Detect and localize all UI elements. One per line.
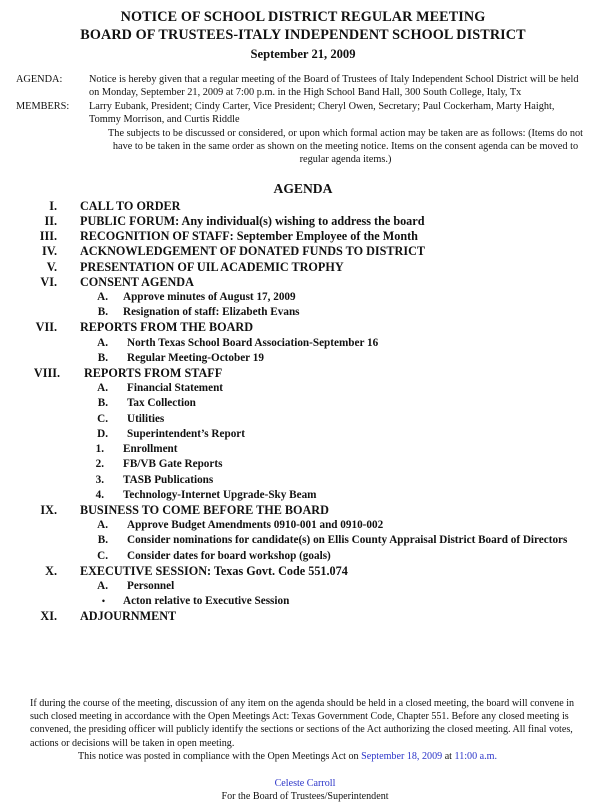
agenda-label-text: BUSINESS TO COME BEFORE THE BOARD (80, 502, 329, 517)
notice-row-agenda (0, 73, 606, 100)
closed-meeting-disclaimer: If during the course of the meeting, discussion of any item on the agenda should be held in a closed meeting, the board will convene in such closed meeting in accordance with the Open Meetings Act: Texas Government Code, Chapter 551. Before any closed meeting is convened, the presiding officer will publicly identify the sections or sections of the Act authorizing the closed meeting. All final votes, actions or decisions will be taken in open meeting. (30, 698, 575, 749)
document-masthead (0, 0, 606, 63)
agenda-item-ix-c (0, 549, 606, 564)
agenda-label-text: Personnel (127, 579, 175, 592)
agenda-label-text: RECOGNITION OF STAFF: September Employee of the Month (80, 229, 418, 244)
notice-row-members (0, 100, 606, 127)
agenda-notice-text: Notice is hereby given that a regular meeting of the Board of Trustees of Italy Independent School District will be held on Monday, September 21, 2009 at 7:00 p.m. in the High School Band Hall, 300 South College, Italy, Tx (89, 74, 579, 99)
agenda-label-text: TASB Publications (123, 473, 214, 486)
agenda-item-iii (0, 229, 606, 244)
signature-role: For the Board of Trustees/Superintendent (221, 791, 389, 803)
agenda-marker: XI. (40, 609, 57, 624)
agenda-marker: A. (97, 579, 108, 592)
agenda-label-text: Financial Statement (127, 382, 224, 395)
agenda-marker: A. (97, 382, 108, 395)
agenda-marker: I. (49, 198, 57, 213)
agenda-marker: III. (39, 229, 57, 244)
agenda-label-text: Approve minutes of August 17, 2009 (123, 291, 296, 304)
agenda-item-viii-d-4 (0, 488, 606, 503)
agenda-marker: D. (97, 427, 108, 440)
masthead-line-1: NOTICE OF SCHOOL DISTRICT REGULAR MEETING (120, 9, 486, 25)
posting-prefix: This notice was posted in compliance with the Open Meetings Act on (78, 750, 362, 762)
agenda-marker: B. (97, 351, 108, 364)
agenda-marker: II. (44, 214, 57, 229)
agenda-item-vii-a (0, 336, 606, 351)
agenda-marker: B. (97, 306, 108, 319)
agenda-marker: X. (45, 563, 57, 578)
agenda-label-text: Regular Meeting-October 19 (127, 351, 264, 364)
bullet-icon: • (101, 596, 105, 607)
agenda-marker: V. (46, 259, 57, 274)
agenda-item-ix (0, 503, 606, 518)
agenda-marker: A. (97, 291, 108, 304)
agenda-label-text: Consider dates for board workshop (goals) (127, 549, 331, 562)
posting-date: September 18, 2009 (361, 750, 443, 762)
agenda-item-vi (0, 275, 606, 290)
agenda-label-text: North Texas School Board Association-September 16 (127, 336, 379, 349)
agenda-item-x-bullet (0, 594, 606, 609)
agenda-marker: VII. (35, 320, 57, 335)
agenda-label-text: CONSENT AGENDA (80, 274, 194, 289)
agenda-marker: 4. (95, 488, 104, 501)
agenda-label-text: FB/VB Gate Reports (123, 458, 223, 471)
agenda-item-viii-d-3 (0, 473, 606, 488)
agenda-item-viii-a (0, 381, 606, 396)
agenda-item-iv (0, 244, 606, 259)
agenda-item-ii (0, 214, 606, 229)
agenda-label-text: PRESENTATION OF UIL ACADEMIC TROPHY (80, 259, 344, 274)
agenda-item-vii-b (0, 351, 606, 366)
agenda-item-ix-a (0, 518, 606, 533)
signature-block (30, 777, 580, 803)
agenda-item-viii-d (0, 427, 606, 442)
agenda-label: AGENDA: (16, 74, 63, 85)
signature-name: Celeste Carroll (274, 778, 336, 790)
agenda-marker: A. (97, 336, 108, 349)
agenda-item-ix-b (0, 533, 606, 548)
agenda-item-vi-b (0, 305, 606, 320)
agenda-marker: 1. (95, 443, 104, 456)
agenda-item-viii-d-1 (0, 442, 606, 457)
agenda-item-v (0, 260, 606, 275)
agenda-label-text: Superintendent’s Report (127, 427, 245, 440)
agenda-item-viii-b (0, 396, 606, 411)
agenda-marker: IV. (41, 244, 57, 259)
agenda-marker: A. (97, 519, 108, 532)
subjects-disclaimer-text: The subjects to be discussed or considered, or upon which formal action may be taken are as follows: (Items do not have to be taken in the same order as shown on the meeting notice. Items on the consent agenda can be moved to regular agenda items.) (108, 127, 583, 166)
agenda-heading: AGENDA (273, 180, 333, 196)
agenda-label-text: Resignation of staff: Elizabeth Evans (123, 306, 300, 319)
agenda-label-text: Consider nominations for candidate(s) on Ellis County Appraisal District Board of Directors (127, 534, 568, 547)
agenda-item-viii (0, 366, 606, 381)
agenda-item-viii-d-2 (0, 457, 606, 472)
posting-mid: at (442, 750, 455, 762)
agenda-label-text: Approve Budget Amendments 0910-001 and 0910-002 (127, 519, 384, 532)
agenda-marker: B. (97, 397, 108, 410)
agenda-label-text: Acton relative to Executive Session (123, 595, 290, 608)
posting-statement (30, 750, 580, 763)
agenda-label-text: EXECUTIVE SESSION: Texas Govt. Code 551.074 (80, 563, 348, 578)
agenda-label-text: ACKNOWLEDGEMENT OF DONATED FUNDS TO DISTRICT (80, 244, 426, 259)
agenda-marker: C. (97, 412, 108, 425)
members-label: MEMBERS: (16, 100, 70, 112)
agenda-item-x (0, 564, 606, 579)
agenda-marker: IX. (40, 502, 57, 517)
masthead-line-2: BOARD OF TRUSTEES-ITALY INDEPENDENT SCHOOL DISTRICT (80, 27, 526, 43)
agenda-label-text: REPORTS FROM STAFF (84, 366, 223, 381)
agenda-item-x-a (0, 579, 606, 594)
agenda-list (0, 199, 606, 625)
agenda-label-text: REPORTS FROM THE BOARD (80, 320, 254, 335)
notice-block (0, 73, 606, 167)
agenda-label-text: PUBLIC FORUM: Any individual(s) wishing to address the board (80, 214, 425, 229)
agenda-marker: B. (97, 534, 108, 547)
agenda-item-viii-c (0, 412, 606, 427)
agenda-marker: 2. (95, 458, 104, 471)
agenda-label-text: Utilities (127, 412, 165, 425)
agenda-label-text: Technology-Internet Upgrade-Sky Beam (123, 488, 317, 501)
agenda-marker: VIII. (33, 366, 60, 381)
agenda-item-xi (0, 609, 606, 624)
agenda-item-vii (0, 320, 606, 335)
agenda-marker: VI. (40, 274, 57, 289)
agenda-marker: C. (97, 549, 108, 562)
members-list-text: Larry Eubank, President; Cindy Carter, Vice President; Cheryl Owen, Secretary; Paul Cockerham, Marty Haight, Tommy Morrison, and Curtis Riddle (89, 100, 555, 126)
agenda-label-text: Enrollment (123, 443, 178, 456)
agenda-label-text: CALL TO ORDER (80, 198, 181, 213)
masthead-meeting-date: September 21, 2009 (250, 47, 356, 61)
agenda-label-text: Tax Collection (127, 397, 196, 410)
agenda-label-text: ADJOURNMENT (80, 609, 177, 624)
posting-time: 11:00 a.m. (454, 750, 498, 762)
agenda-marker: 3. (95, 473, 104, 486)
document-footer (0, 697, 606, 803)
agenda-item-i (0, 199, 606, 214)
agenda-item-vi-a (0, 290, 606, 305)
